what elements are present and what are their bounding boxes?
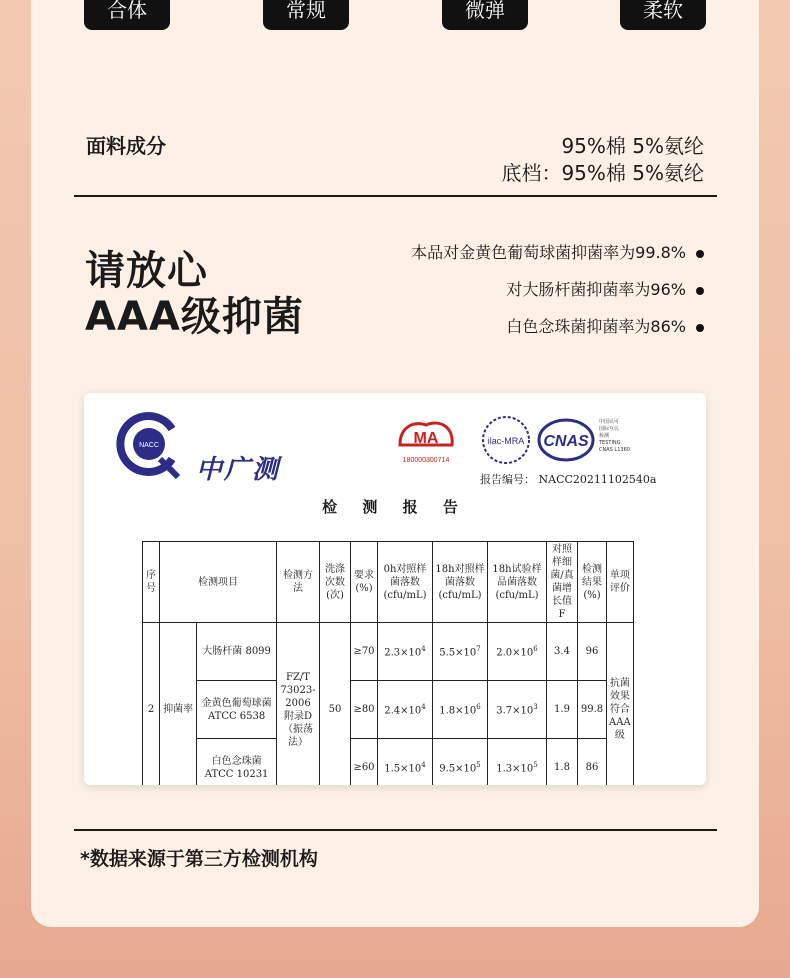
headline-line1: 请放心	[85, 248, 208, 294]
cell-result: 86	[578, 739, 607, 786]
cell-s18-exp: 5	[533, 761, 538, 770]
cell-f: 3.4	[547, 623, 578, 681]
cell-c18-exp: 6	[476, 703, 481, 712]
bullet-icon	[696, 250, 704, 258]
col-eval: 单项评价	[607, 542, 634, 623]
nacc-logo-icon	[114, 409, 184, 479]
cell-result: 96	[578, 623, 607, 681]
cell-result: 99.8	[578, 681, 607, 739]
col-washes: 洗涤次数(次)	[320, 542, 351, 623]
certification-marks	[396, 415, 656, 465]
claim-staph	[411, 240, 704, 263]
claim-candida	[506, 314, 704, 337]
tag-slight-stretch: 微弹	[442, 0, 528, 30]
cell-s18	[488, 681, 547, 739]
cell-c0-val: 2.3×10	[384, 647, 422, 659]
fabric-label: 面料成分	[86, 134, 166, 158]
claim-ecoli	[506, 277, 704, 300]
col-c18: 18h对照样菌落数(cfu/mL)	[433, 542, 488, 623]
crotch-composition: 底档：95%棉 5%氨纶	[501, 161, 704, 185]
cell-c0-val: 1.5×10	[384, 763, 422, 775]
claim-text: 对大肠杆菌抑菌率为96%	[506, 280, 686, 299]
cell-s18	[488, 623, 547, 681]
table-row	[143, 681, 634, 739]
col-c0: 0h对照样菌落数(cfu/mL)	[378, 542, 433, 623]
cell-c0-exp: 4	[421, 703, 426, 712]
cell-strain: 白色念珠菌 ATCC 10231	[197, 739, 277, 786]
cell-c18-val: 5.5×10	[439, 647, 477, 659]
col-s18: 18h试验样品菌落数(cfu/mL)	[488, 542, 547, 623]
logo-badge-text: NACC	[139, 442, 159, 449]
fabric-composition: 95%棉 5%氨纶	[561, 134, 704, 158]
claim-text: 白色念珠菌抑菌率为86%	[506, 317, 686, 336]
report-number: 报告编号： NACC20211102540a	[480, 473, 657, 486]
svg-text:检测: 检测	[599, 433, 610, 439]
divider	[74, 195, 717, 197]
cma-mark-icon	[400, 423, 452, 464]
col-item: 检测项目	[160, 542, 277, 623]
bullet-icon	[696, 324, 704, 332]
results-table	[142, 541, 634, 785]
footnote: *数据来源于第三方检测机构	[80, 848, 318, 870]
svg-text:MA: MA	[413, 430, 439, 447]
svg-text:中国认可: 中国认可	[599, 419, 620, 425]
tag-regular: 常规	[263, 0, 349, 30]
cell-s18	[488, 739, 547, 786]
table-row	[143, 739, 634, 786]
claim-text: 本品对金黄色葡萄球菌抑菌率为99.8%	[411, 243, 686, 262]
svg-text:CNAS L1360: CNAS L1360	[599, 447, 630, 453]
cell-c0	[378, 739, 433, 786]
cell-c18-exp: 5	[476, 761, 481, 770]
cell-c0	[378, 681, 433, 739]
cell-s18-exp: 6	[533, 645, 538, 654]
cell-c18-val: 9.5×10	[439, 763, 477, 775]
cell-req: ≥70	[351, 623, 378, 681]
divider	[74, 829, 717, 831]
cell-c0-exp: 4	[421, 645, 426, 654]
cell-c18-exp: 7	[476, 645, 481, 654]
svg-text:国际互认: 国际互认	[599, 426, 620, 432]
table-row	[143, 623, 634, 681]
cell-eval: 抗菌效果符合AAA级	[607, 623, 634, 786]
cell-item: 抑菌率	[160, 623, 197, 786]
org-name: 中广测	[196, 455, 281, 485]
col-seq: 序号	[143, 542, 160, 623]
cell-s18-val: 3.7×10	[496, 705, 534, 717]
cell-req: ≥60	[351, 739, 378, 786]
ilac-mra-icon	[483, 417, 529, 463]
cell-s18-exp: 3	[533, 703, 538, 712]
cell-strain: 大肠杆菌 8099	[197, 623, 277, 681]
headline-line2: AAA级抑菌	[85, 294, 304, 340]
cnas-mark-icon	[539, 418, 630, 460]
test-report-image	[84, 393, 706, 785]
cell-req: ≥80	[351, 681, 378, 739]
cell-method: FZ/T 73023-2006 附录D（振荡法）	[277, 623, 320, 786]
cell-s18-val: 1.3×10	[496, 763, 534, 775]
tag-fit: 合体	[84, 0, 170, 30]
cell-f: 1.8	[547, 739, 578, 786]
cell-strain: 金黄色葡萄球菌 ATCC 6538	[197, 681, 277, 739]
table-header-row	[143, 542, 634, 623]
col-result: 检测结果(%)	[578, 542, 607, 623]
col-f: 对照样细菌/真菌增长值F	[547, 542, 578, 623]
cell-washes: 50	[320, 623, 351, 786]
col-req: 要求(%)	[351, 542, 378, 623]
tag-soft: 柔软	[620, 0, 706, 30]
cell-c18	[433, 739, 488, 786]
bullet-icon	[696, 287, 704, 295]
cell-f: 1.9	[547, 681, 578, 739]
cell-c0-exp: 4	[421, 761, 426, 770]
cell-seq: 2	[143, 623, 160, 786]
ilac-text: ilac-MRA	[487, 436, 525, 446]
cell-c18	[433, 623, 488, 681]
cma-code: 180000300714	[402, 457, 450, 464]
cell-c18	[433, 681, 488, 739]
svg-text:TESTING: TESTING	[599, 440, 621, 446]
cell-c0	[378, 623, 433, 681]
cell-c0-val: 2.4×10	[384, 705, 422, 717]
cell-c18-val: 1.8×10	[439, 705, 477, 717]
report-title: 检 测 报 告	[322, 498, 468, 516]
cell-s18-val: 2.0×10	[496, 647, 534, 659]
cnas-text: CNAS	[543, 433, 589, 450]
col-method: 检测方法	[277, 542, 320, 623]
